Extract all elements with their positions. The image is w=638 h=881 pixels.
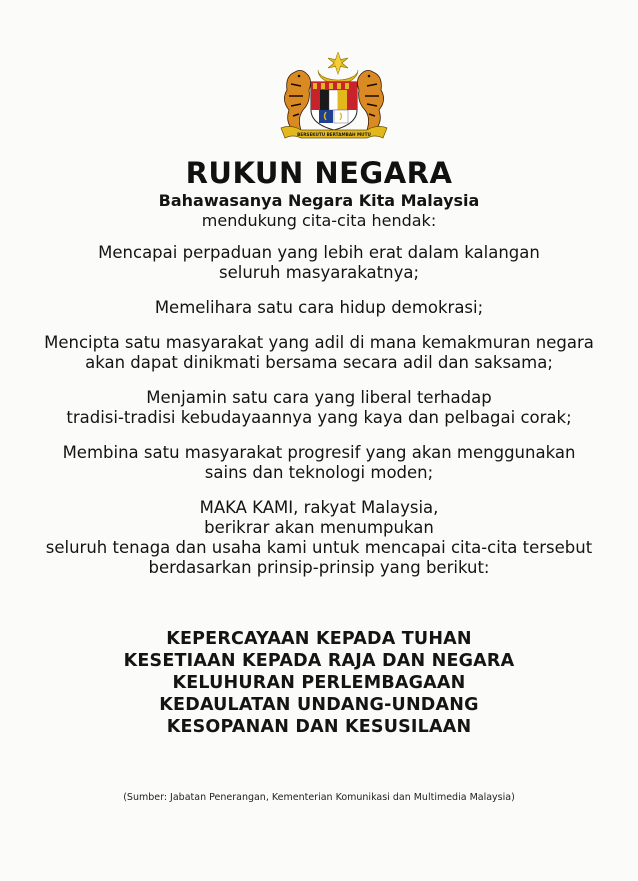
aspiration-4: Menjamin satu cara yang liberal terhadap tradisi-tradisi kebudayaannya yang kaya dan pelbagai corak; [66, 388, 572, 427]
page-title: RUKUN NEGARA [185, 156, 453, 190]
principles-list [0, 628, 638, 738]
aspirations-list [0, 243, 638, 593]
declaration: MAKA KAMI, rakyat Malaysia, berikrar akan menumpukan seluruh tenaga dan usaha kami untuk mencapai cita-cita tersebut berdasarkan prinsip-prinsip yang berikut: [45, 498, 593, 577]
aspiration-1: Mencapai perpaduan yang lebih erat dalam kalangan seluruh masyarakatnya; [98, 243, 540, 282]
intro [0, 191, 638, 231]
principle-3: KELUHURAN PERLEMBAGAAN [172, 673, 466, 693]
principle-4: KEDAULATAN UNDANG-UNDANG [159, 695, 479, 715]
coat-of-arms-icon [271, 52, 397, 142]
principle-1: KEPERCAYAAN KEPADA TUHAN [166, 629, 472, 649]
right-tiger [357, 70, 383, 130]
shield [311, 82, 357, 130]
intro-line-2: mendukung cita-cita hendak: [201, 211, 437, 230]
federal-star [328, 52, 348, 74]
aspiration-5: Membina satu masyarakat progresif yang akan menggunakan sains dan teknologi moden; [62, 443, 576, 482]
principle-2: KESETIAAN KEPADA RAJA DAN NEGARA [123, 651, 515, 671]
motto-text: BERSEKUTU BERTAMBAH MUTU [297, 132, 371, 137]
aspiration-2: Memelihara satu cara hidup demokrasi; [154, 298, 484, 317]
aspiration-3: Mencipta satu masyarakat yang adil di mana kemakmuran negara akan dapat dinikmati bersama secara adil dan saksama; [44, 333, 594, 372]
intro-line-1: Bahawasanya Negara Kita Malaysia [158, 191, 480, 210]
source-note: (Sumber: Jabatan Penerangan, Kementerian Komunikasi dan Multimedia Malaysia) [123, 792, 515, 803]
left-tiger [284, 70, 310, 130]
principle-5: KESOPANAN DAN KESUSILAAN [166, 717, 472, 737]
